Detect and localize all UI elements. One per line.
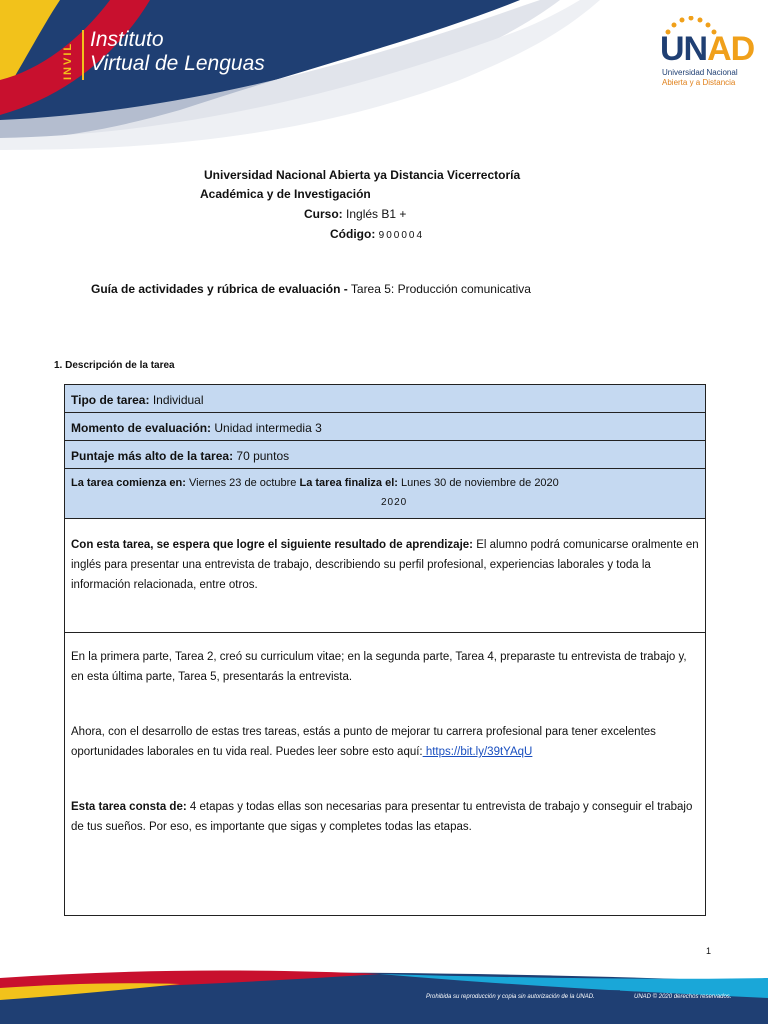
institute-title: [90, 28, 265, 76]
copyright-notice: Prohibida su reproducción y copia sin autorización de la UNAD.: [426, 994, 595, 1000]
reference-link[interactable]: https://bit.ly/39tYAqU: [422, 746, 533, 758]
brand-divider: [82, 30, 84, 80]
institute-title-line1: Instituto: [90, 28, 164, 51]
code-line: Código: 900004: [330, 227, 425, 241]
page-number: 1: [706, 946, 712, 956]
unad-logo: [660, 16, 755, 96]
task-description-table: [64, 384, 706, 916]
paragraph-parts: En la primera parte, Tarea 2, creó su curriculum vitae; en la segunda parte, Tarea 4, preparaste tu entrevista de trabajo y, en esta última parte, Tarea 5, presentarás la entrevista.: [71, 651, 687, 683]
end-year-wrap: 2020: [381, 497, 408, 508]
paragraph-career: Ahora, con el desarrollo de estas tres tareas, estás a punto de mejorar tu carrera profesional para tener excelentes oportunidades laborales en tu vida real. Puedes leer sobre esto aquí: https://bit.ly/39tYAqU: [71, 726, 656, 758]
university-line2: Académica y de Investigación: [200, 187, 371, 201]
evaluation-moment-row: Momento de evaluación: Unidad intermedia 3: [65, 413, 705, 441]
section-title: 1. Descripción de la tarea: [54, 360, 175, 371]
logo-wordmark: UNAD: [660, 30, 755, 68]
task-dates-row: La tarea comienza en: Viernes 23 de octubre La tarea finaliza el: Lunes 30 de noviembre de 2020 2020: [65, 469, 705, 519]
task-type-row: Tipo de tarea: Individual: [65, 385, 705, 413]
page-header-banner: [0, 0, 768, 150]
learning-outcome-row: Con esta tarea, se espera que logre el siguiente resultado de aprendizaje: El alumno podrá comunicarse oralmente en inglés para presentar una entrevista de trabajo, describiendo su perfil profesional, experiencias laborales y toda la información relacionada, entre otros.: [65, 519, 705, 633]
institute-title-line2: Virtual de Lenguas: [90, 52, 265, 75]
university-line1: Universidad Nacional Abierta ya Distancia Vicerrectoría: [204, 168, 521, 182]
logo-subtitle-1: Universidad Nacional: [662, 68, 738, 77]
logo-subtitle-2: Abierta y a Distancia: [662, 78, 736, 87]
rights-notice: UNAD © 2020 derechos reservados.: [634, 994, 732, 1000]
paragraph-stages: Esta tarea consta de: 4 etapas y todas ellas son necesarias para presentar tu entrevista de trabajo y conseguir el trabajo de tus sueños. Por eso, es importante que sigas y completes todas las etapas.: [71, 801, 693, 833]
invil-vertical-tag: INVIL: [62, 41, 74, 80]
course-line: Curso: Inglés B1 +: [304, 207, 407, 221]
max-score-row: Puntaje más alto de la tarea: 70 puntos: [65, 441, 705, 469]
task-details-row: [65, 633, 705, 915]
page-footer-banner: [0, 968, 768, 1024]
guide-title: Guía de actividades y rúbrica de evaluación - Tarea 5: Producción comunicativa: [91, 282, 531, 296]
